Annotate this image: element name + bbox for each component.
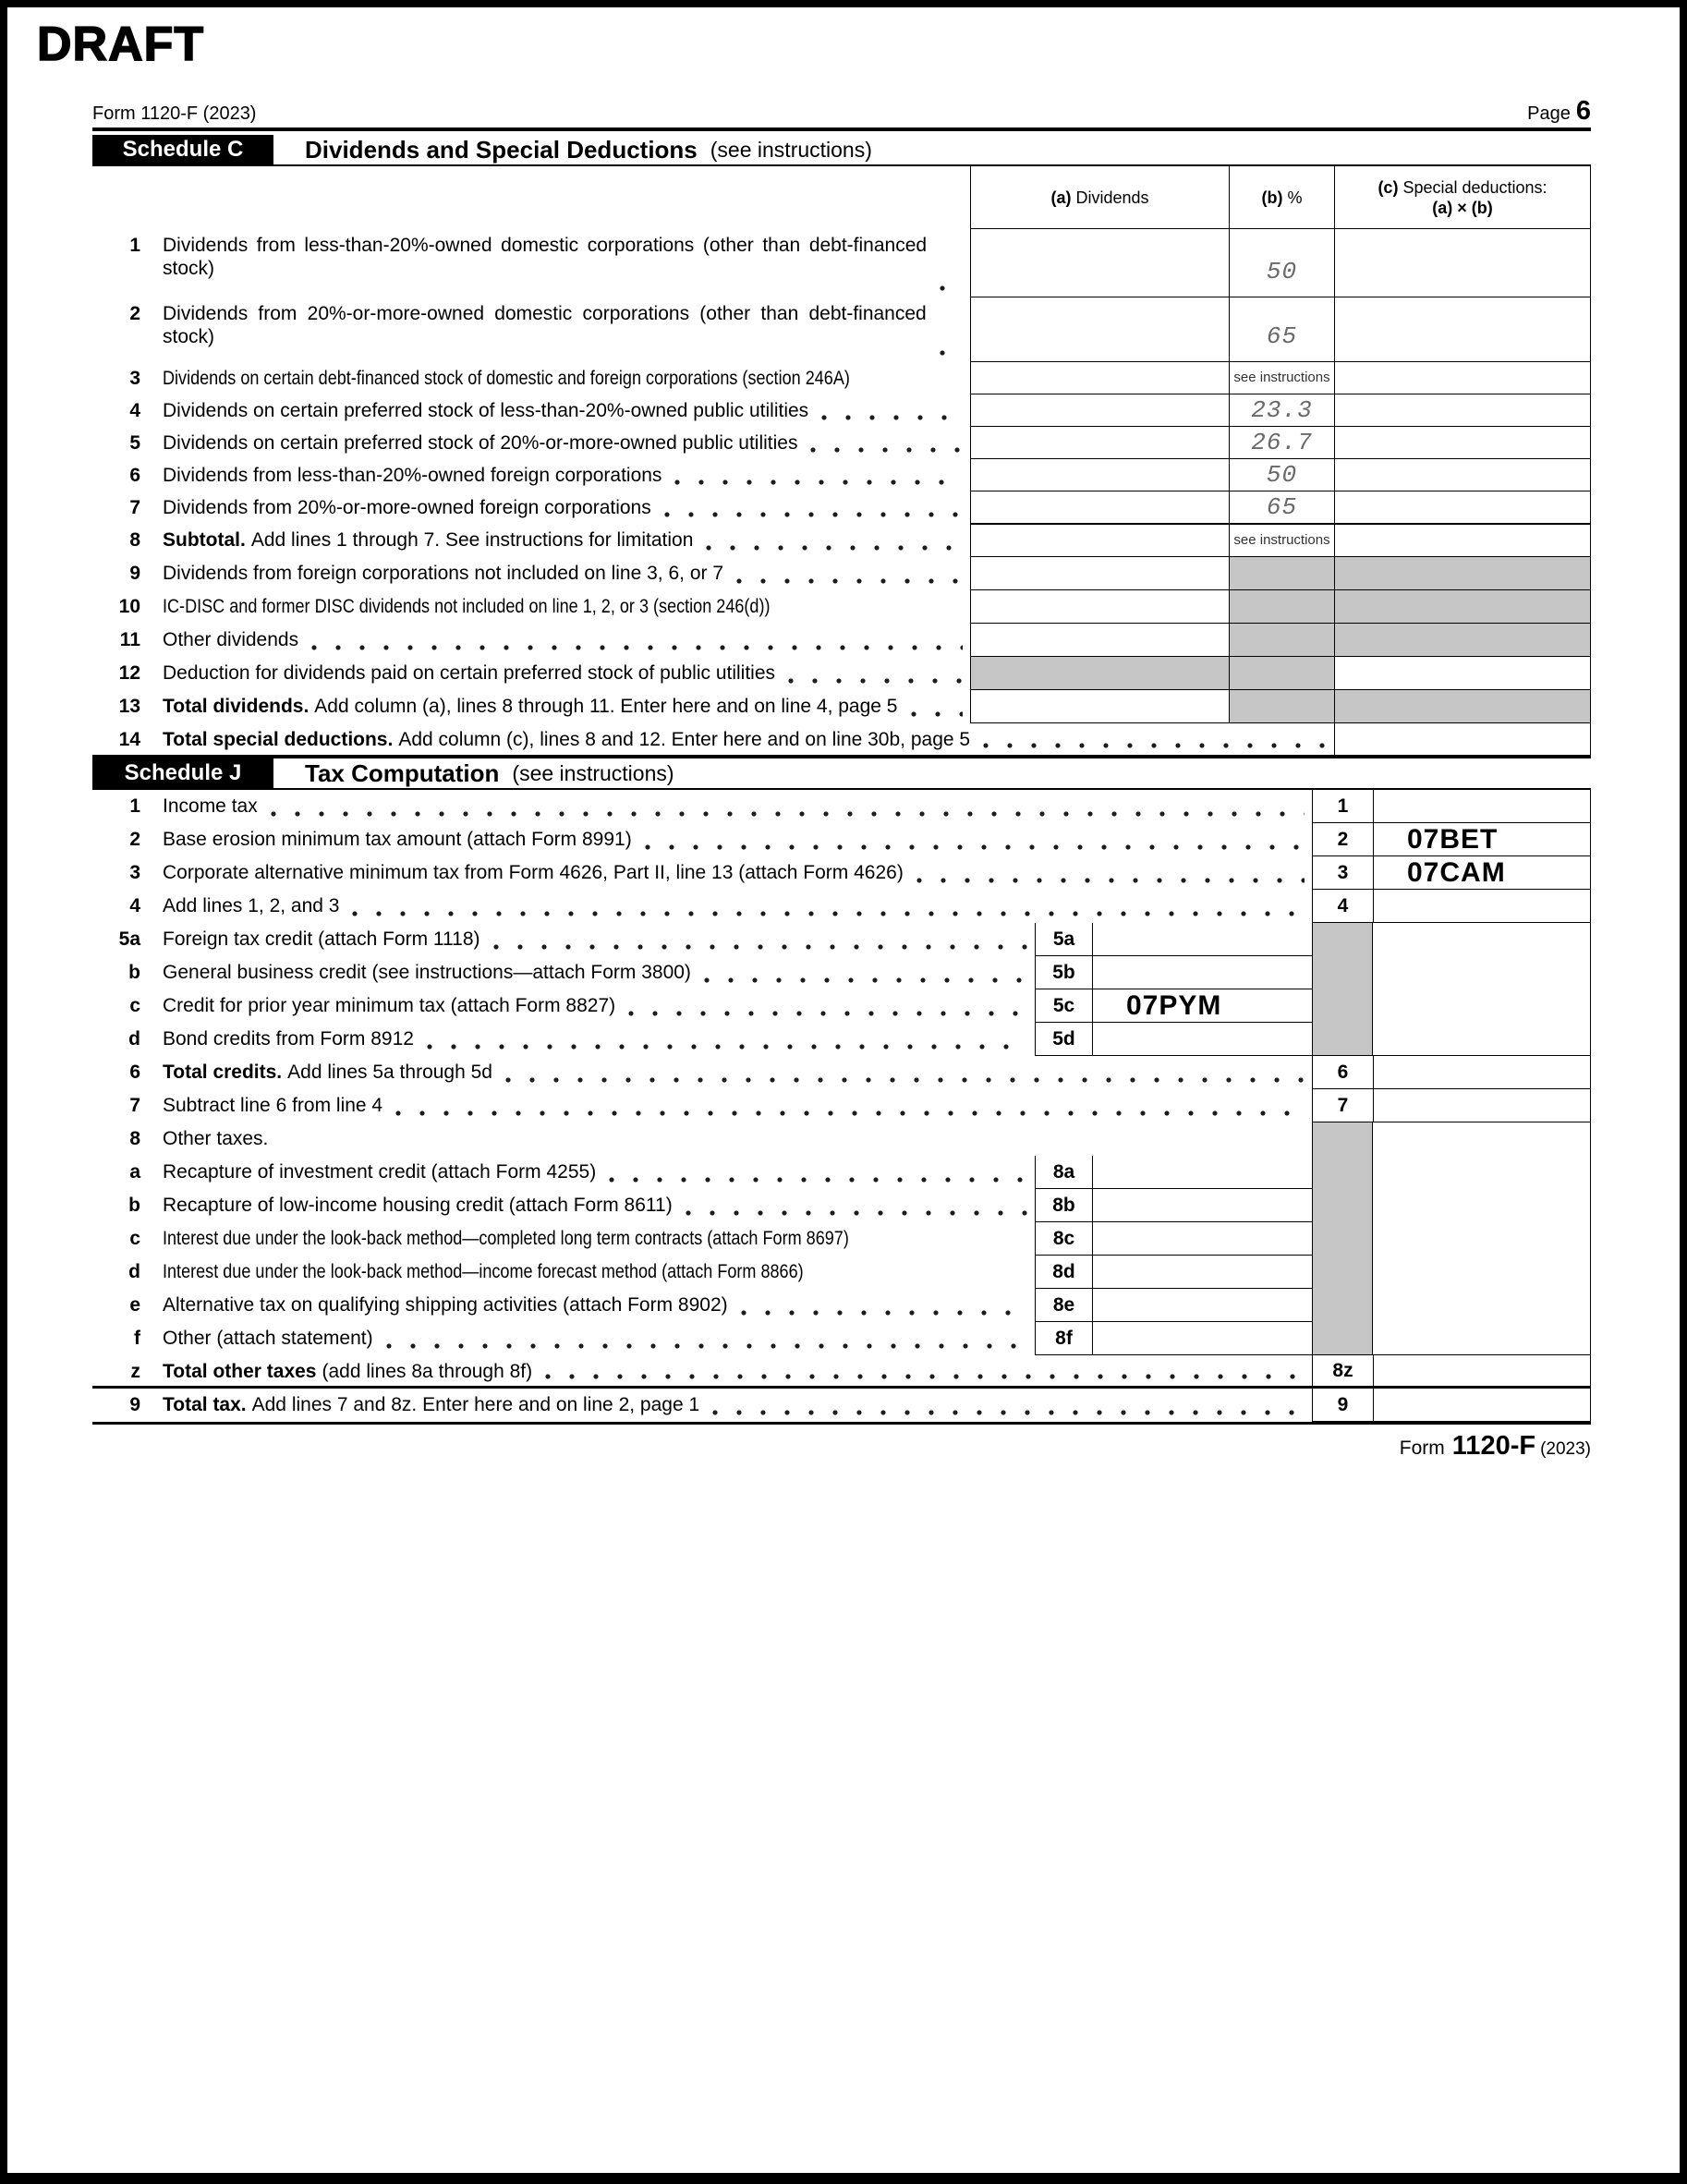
- col-header-percent: [1229, 166, 1334, 229]
- sj-row-8e: [92, 1289, 1035, 1322]
- box-number: 5c: [1052, 994, 1075, 1016]
- sc-row-14: [92, 723, 1334, 755]
- row-label: Dividends on certain preferred stock of less-than-20%-owned public utilities: [163, 400, 809, 421]
- entry-value: 07CAM: [1407, 856, 1506, 888]
- footer-form-number: 1120-F: [1451, 1431, 1536, 1461]
- sc-row-5-a-entry[interactable]: [970, 427, 1229, 459]
- box-number: 7: [1337, 1094, 1349, 1116]
- sj-row-8c: [92, 1222, 1035, 1256]
- sj-line-8d-box: [1035, 1256, 1092, 1289]
- line-number: 1: [129, 795, 140, 817]
- line-number: 1: [129, 235, 140, 256]
- dotted-leader: [940, 345, 963, 358]
- line-number: 5: [129, 432, 140, 454]
- form-content: [92, 127, 1591, 1462]
- sc-row-9-b-shaded: [1229, 557, 1334, 590]
- row-label: Dividends from 20%-or-more-owned foreign corporations: [163, 497, 651, 518]
- sc-row-2-pct: [1229, 297, 1334, 362]
- sj-lines-5-shaded-strip: [1312, 923, 1373, 1056]
- pct-value: see instructions: [1233, 370, 1330, 385]
- sj-line-5d-box: [1035, 1023, 1092, 1056]
- sj-line-8e-entry[interactable]: [1092, 1289, 1312, 1322]
- sj-row-4: [92, 890, 1312, 923]
- row-label-rest: Add lines 7 and 8z. Enter here and on line 2, page 1: [251, 1394, 700, 1415]
- sj-row-8a: [92, 1156, 1035, 1189]
- sj-line-5a-box: [1035, 923, 1092, 956]
- sc-row-1-a-entry[interactable]: [970, 229, 1229, 297]
- sj-line-5a-entry[interactable]: [1092, 923, 1312, 956]
- dotted-leader: [706, 540, 963, 552]
- sc-row-3-c-entry[interactable]: [1334, 362, 1591, 394]
- schedule-j-bottom-rule: [92, 1422, 1591, 1425]
- col-c-label: Special deductions:: [1402, 177, 1547, 197]
- row-label: Recapture of low-income housing credit (attach Form 8611): [163, 1195, 673, 1216]
- col-header-spacer: [92, 166, 970, 229]
- line-number: 11: [119, 629, 140, 650]
- sj-line-5b-entry[interactable]: [1092, 956, 1312, 989]
- line-number: c: [129, 1228, 140, 1249]
- line-number: 2: [129, 303, 140, 324]
- row-label: IC-DISC and former DISC dividends not included on line 1, 2, or 3 (section 246(d)): [163, 596, 771, 617]
- sj-line-8z-entry[interactable]: [1373, 1355, 1591, 1389]
- row-label: Credit for prior year minimum tax (attach Form 8827): [163, 995, 616, 1016]
- box-number: 8z: [1332, 1359, 1353, 1381]
- dotted-leader: [545, 1368, 1305, 1381]
- sc-row-11-b-shaded: [1229, 624, 1334, 657]
- box-number: 8e: [1052, 1293, 1075, 1316]
- sc-row-13-c-shaded: [1334, 690, 1591, 723]
- footer-form-year: (2023): [1540, 1439, 1591, 1459]
- line-number: 6: [129, 465, 140, 486]
- sc-row-12-a-shaded: [970, 657, 1229, 690]
- sj-line-8f-box: [1035, 1322, 1092, 1355]
- row-label: Other dividends: [163, 629, 299, 650]
- sc-row-11-a-entry[interactable]: [970, 624, 1229, 657]
- sc-row-12-b-shaded: [1229, 657, 1334, 690]
- sj-line-4-box: [1312, 890, 1373, 923]
- line-number: 7: [129, 497, 140, 518]
- sc-row-6: [92, 459, 970, 491]
- sc-row-3-pct: [1229, 362, 1334, 394]
- sj-line-2-box: [1312, 823, 1373, 856]
- schedule-j-hint: (see instructions): [512, 760, 674, 785]
- row-label: Other (attach statement): [163, 1328, 373, 1349]
- sj-line-8z-box: [1312, 1355, 1373, 1389]
- line-number: 4: [129, 400, 140, 421]
- line-number: 8: [129, 529, 140, 551]
- line-number: z: [130, 1361, 140, 1382]
- line-number: d: [128, 1028, 140, 1050]
- box-number: 8c: [1052, 1227, 1075, 1249]
- sj-line-1-box: [1312, 790, 1373, 823]
- row-label-rest: Add column (c), lines 8 and 12. Enter here and on line 30b, page 5: [398, 729, 971, 750]
- sj-line-7-entry[interactable]: [1373, 1089, 1591, 1122]
- row-label-bold: Subtotal.: [163, 529, 246, 551]
- sj-row-1: [92, 790, 1312, 823]
- sj-row-8f: [92, 1322, 1035, 1355]
- sj-line-8b-box: [1035, 1189, 1092, 1222]
- dotted-leader: [271, 806, 1305, 819]
- pct-value: 65: [1266, 493, 1298, 521]
- sc-row-8: [92, 524, 970, 557]
- line-number: 6: [129, 1062, 140, 1083]
- line-number: 3: [129, 862, 140, 883]
- sj-line-1-entry[interactable]: [1373, 790, 1591, 823]
- sj-lines-8-shaded-strip: [1312, 1122, 1373, 1355]
- box-number: 5d: [1052, 1027, 1075, 1050]
- line-number: 4: [129, 895, 140, 916]
- box-number: 1: [1337, 795, 1349, 817]
- row-label: Interest due under the look-back method—income forecast method (attach Form 8866): [163, 1261, 804, 1282]
- pct-value: see instructions: [1233, 532, 1330, 548]
- sj-row-9: [92, 1389, 1312, 1422]
- dotted-leader: [741, 1304, 1027, 1317]
- sc-row-13: [92, 690, 970, 723]
- sj-lines-8-merged-area: [1373, 1122, 1591, 1355]
- dotted-leader: [311, 639, 963, 652]
- page-number: 6: [1575, 96, 1591, 126]
- row-label: Dividends from less-than-20%-owned domestic corporations (other than debt-financed stock): [163, 235, 928, 279]
- box-number: 6: [1337, 1061, 1349, 1083]
- sc-row-1: [92, 229, 970, 297]
- draft-watermark: DRAFT: [37, 18, 205, 71]
- row-label: Other taxes.: [163, 1128, 269, 1149]
- sj-row-8b: [92, 1189, 1035, 1222]
- sc-row-12: [92, 657, 970, 690]
- row-label: General business credit (see instructions—attach Form 3800): [163, 962, 691, 983]
- sc-row-8-c-entry[interactable]: [1334, 524, 1591, 557]
- schedule-j-header-bar: [92, 758, 1591, 790]
- sc-row-5-c-entry[interactable]: [1334, 427, 1591, 459]
- sc-row-8-a-entry[interactable]: [970, 524, 1229, 557]
- dotted-leader: [911, 706, 964, 719]
- row-label: [163, 695, 898, 718]
- row-label: [163, 1360, 532, 1383]
- sc-row-5: [92, 427, 970, 459]
- line-number: 10: [118, 596, 140, 617]
- sj-line-8d-entry[interactable]: [1092, 1256, 1312, 1289]
- row-label-bold: Total special deductions.: [163, 729, 394, 750]
- sc-row-10: [92, 590, 970, 624]
- sj-row-5b: [92, 956, 1035, 989]
- sj-line-5b-box: [1035, 956, 1092, 989]
- row-label: Dividends on certain debt-financed stock of domestic and foreign corporations (section 246A): [163, 368, 850, 389]
- sc-row-7-c-entry[interactable]: [1334, 491, 1591, 524]
- sj-line-8e-box: [1035, 1289, 1092, 1322]
- line-number: 2: [129, 829, 140, 850]
- box-number: 4: [1337, 894, 1349, 916]
- sc-row-3-a-entry[interactable]: [970, 362, 1229, 394]
- sc-row-9-a-entry[interactable]: [970, 557, 1229, 590]
- sc-row-13-a-entry[interactable]: [970, 690, 1229, 723]
- sj-row-3: [92, 856, 1312, 890]
- dotted-leader: [940, 280, 963, 293]
- pct-value: 23.3: [1251, 396, 1313, 424]
- sc-row-1-pct: [1229, 229, 1334, 297]
- sj-line-8f-entry[interactable]: [1092, 1322, 1312, 1355]
- sj-row-5d: [92, 1023, 1035, 1056]
- sc-row-10-b-shaded: [1229, 590, 1334, 624]
- box-number: 8d: [1052, 1260, 1075, 1282]
- dotted-leader: [493, 939, 1027, 952]
- row-label: [163, 1393, 699, 1416]
- row-label: Dividends from foreign corporations not included on line 3, 6, or 7: [163, 563, 724, 584]
- pct-value: 26.7: [1251, 429, 1313, 456]
- pct-value: 65: [1266, 322, 1298, 350]
- page-word: Page: [1527, 103, 1571, 124]
- row-label-rest: Add lines 5a through 5d: [287, 1062, 492, 1083]
- dotted-leader: [609, 1171, 1027, 1184]
- sj-line-9-entry[interactable]: [1373, 1389, 1591, 1422]
- sc-row-9-c-shaded: [1334, 557, 1591, 590]
- row-label: Foreign tax credit (attach Form 1118): [163, 928, 480, 950]
- sc-row-8-pct: [1229, 524, 1334, 557]
- row-label: Add lines 1, 2, and 3: [163, 895, 340, 916]
- schedule-c-table: [92, 166, 1591, 755]
- row-label: [163, 528, 693, 552]
- line-number: 9: [129, 1394, 140, 1415]
- line-number: 14: [118, 729, 140, 750]
- sj-row-8: [92, 1122, 1312, 1156]
- row-label: Alternative tax on qualifying shipping activities (attach Form 8902): [163, 1294, 728, 1316]
- box-number: 8b: [1052, 1194, 1075, 1216]
- box-number: 5b: [1052, 961, 1075, 983]
- dotted-leader: [386, 1338, 1027, 1351]
- sj-row-6: [92, 1056, 1312, 1089]
- row-label: Interest due under the look-back method—completed long term contracts (attach Form 8697): [163, 1228, 849, 1249]
- dotted-leader: [505, 1072, 1305, 1085]
- row-label: Dividends from less-than-20%-owned foreign corporations: [163, 465, 662, 486]
- dotted-leader: [983, 737, 1327, 750]
- dotted-leader: [395, 1105, 1305, 1118]
- box-number: 9: [1337, 1393, 1349, 1415]
- schedule-j-title: Tax Computation: [305, 758, 500, 787]
- row-label: Bond credits from Form 8912: [163, 1028, 414, 1050]
- row-label-rest: (add lines 8a through 8f): [322, 1361, 533, 1382]
- dotted-leader: [916, 872, 1305, 885]
- sc-row-6-a-entry[interactable]: [970, 459, 1229, 491]
- footer-form-word: Form: [1399, 1438, 1445, 1459]
- schedule-c-hint: (see instructions): [710, 137, 872, 162]
- sc-row-2-a-entry[interactable]: [970, 297, 1229, 362]
- sc-row-3: [92, 362, 970, 394]
- sj-row-7: [92, 1089, 1312, 1122]
- pct-value: 50: [1266, 258, 1298, 285]
- sj-line-5d-entry[interactable]: [1092, 1023, 1312, 1056]
- sc-row-6-c-entry[interactable]: [1334, 459, 1591, 491]
- line-number: a: [129, 1161, 140, 1183]
- box-number: 3: [1337, 861, 1349, 883]
- sc-row-4-pct: [1229, 394, 1334, 427]
- sc-row-10-a-entry[interactable]: [970, 590, 1229, 624]
- entry-value: 07BET: [1407, 823, 1499, 855]
- schedule-c-badge: Schedule C: [92, 135, 273, 164]
- col-a-label: Dividends: [1075, 188, 1149, 207]
- schedule-j-badge: Schedule J: [92, 758, 273, 788]
- col-header-special-deductions: [1334, 166, 1591, 229]
- schedule-c-title: Dividends and Special Deductions: [305, 135, 698, 164]
- sj-line-6-box: [1312, 1056, 1373, 1089]
- sj-line-6-entry[interactable]: [1373, 1056, 1591, 1089]
- row-label: [163, 728, 970, 751]
- page-number-label: [1527, 96, 1591, 127]
- col-b-label: %: [1287, 188, 1303, 207]
- sc-row-1-c-entry[interactable]: [1334, 229, 1591, 297]
- line-number: c: [129, 995, 140, 1016]
- row-label: Deduction for dividends paid on certain preferred stock of public utilities: [163, 662, 776, 684]
- sc-row-4-c-entry[interactable]: [1334, 394, 1591, 427]
- sc-row-5-pct: [1229, 427, 1334, 459]
- sc-row-9: [92, 557, 970, 590]
- sj-line-3-box: [1312, 856, 1373, 890]
- line-number: 9: [129, 563, 140, 584]
- col-header-dividends: [970, 166, 1229, 229]
- row-label: Dividends from 20%-or-more-owned domestic corporations (other than debt-financed stock): [163, 303, 927, 347]
- form-id-header: Form 1120-F (2023): [92, 103, 257, 124]
- sj-line-9-box: [1312, 1389, 1373, 1422]
- row-label-rest: Add lines 1 through 7. See instructions for limitation: [250, 529, 694, 551]
- sc-row-10-c-shaded: [1334, 590, 1591, 624]
- row-label-bold: Total dividends.: [163, 696, 309, 717]
- box-number: 5a: [1052, 928, 1075, 950]
- line-number: 8: [129, 1128, 140, 1149]
- row-label: Corporate alternative minimum tax from Form 4626, Part II, line 13 (attach Form 4626): [163, 862, 904, 883]
- box-number: 8f: [1055, 1327, 1073, 1349]
- sj-line-8a-box: [1035, 1156, 1092, 1189]
- dotted-leader: [427, 1038, 1027, 1051]
- dotted-leader: [645, 839, 1305, 852]
- line-number: 12: [118, 662, 140, 684]
- line-number: f: [134, 1328, 140, 1349]
- box-number: 8a: [1052, 1160, 1075, 1183]
- dotted-leader: [712, 1404, 1305, 1417]
- sc-row-4-a-entry[interactable]: [970, 394, 1229, 427]
- sc-row-11-c-shaded: [1334, 624, 1591, 657]
- row-label: Subtract line 6 from line 4: [163, 1095, 383, 1116]
- line-number: 5a: [118, 928, 140, 950]
- dotted-leader: [674, 474, 963, 487]
- sc-row-6-pct: [1229, 459, 1334, 491]
- sc-row-13-b-shaded: [1229, 690, 1334, 723]
- sj-line-8c-entry[interactable]: [1092, 1222, 1312, 1256]
- row-label: Base erosion minimum tax amount (attach Form 8991): [163, 829, 632, 850]
- dotted-leader: [628, 1005, 1027, 1018]
- page-footer: [92, 1431, 1591, 1462]
- header-divider: [92, 127, 1591, 131]
- sj-line-8c-box: [1035, 1222, 1092, 1256]
- row-label-bold: Total credits.: [163, 1062, 283, 1083]
- row-label-bold: Total tax.: [163, 1394, 247, 1415]
- sc-row-4: [92, 394, 970, 427]
- dotted-leader: [704, 972, 1027, 985]
- sj-line-7-box: [1312, 1089, 1373, 1122]
- sj-lines-5-merged-area: [1373, 923, 1591, 1056]
- col-b-tag: (b): [1261, 188, 1283, 207]
- line-number: d: [128, 1261, 140, 1282]
- dotted-leader: [788, 673, 963, 686]
- entry-value: 07PYM: [1126, 989, 1222, 1021]
- row-label: [163, 1061, 492, 1084]
- row-label-rest: Add column (a), lines 8 through 11. Enter here and on line 4, page 5: [314, 696, 898, 717]
- sc-row-12-c-entry[interactable]: [1334, 657, 1591, 690]
- page-header: [92, 96, 1591, 127]
- line-number: b: [128, 962, 140, 983]
- sj-line-8b-entry[interactable]: [1092, 1189, 1312, 1222]
- col-c-tag: (c): [1378, 177, 1399, 197]
- sj-line-3-entry[interactable]: [1373, 856, 1591, 890]
- dotted-leader: [821, 409, 963, 422]
- sc-row-2-c-entry[interactable]: [1334, 297, 1591, 362]
- dotted-leader: [352, 905, 1305, 918]
- sj-row-5a: [92, 923, 1035, 956]
- sj-line-4-entry[interactable]: [1373, 890, 1591, 923]
- row-label: Recapture of investment credit (attach Form 4255): [163, 1161, 597, 1183]
- sj-line-8a-entry[interactable]: [1092, 1156, 1312, 1189]
- dotted-leader: [686, 1205, 1027, 1218]
- row-label: Income tax: [163, 795, 258, 817]
- line-number: e: [129, 1294, 140, 1316]
- row-label-bold: Total other taxes: [163, 1361, 317, 1382]
- sj-row-5c: [92, 989, 1035, 1023]
- line-number: b: [128, 1195, 140, 1216]
- sc-row-7: [92, 491, 970, 524]
- line-number: 7: [129, 1095, 140, 1116]
- row-label: Dividends on certain preferred stock of 20%-or-more-owned public utilities: [163, 432, 798, 454]
- sj-row-8z: [92, 1355, 1312, 1389]
- sc-row-7-pct: [1229, 491, 1334, 524]
- sc-row-2: [92, 297, 970, 362]
- sc-row-11: [92, 624, 970, 657]
- dotted-leader: [736, 573, 963, 586]
- col-a-tag: (a): [1050, 188, 1072, 207]
- dotted-leader: [810, 442, 963, 455]
- sc-row-7-a-entry[interactable]: [970, 491, 1229, 524]
- sc-row-14-c-entry[interactable]: [1334, 723, 1591, 755]
- pct-value: 50: [1266, 461, 1298, 489]
- sj-line-5c-entry[interactable]: [1092, 989, 1312, 1023]
- sj-line-5c-box: [1035, 989, 1092, 1023]
- line-number: 13: [118, 696, 140, 717]
- col-c-formula: (a) × (b): [1432, 198, 1493, 217]
- sj-row-2: [92, 823, 1312, 856]
- sj-row-8d: [92, 1256, 1035, 1289]
- dotted-leader: [664, 506, 963, 519]
- sj-line-2-entry[interactable]: [1373, 823, 1591, 856]
- box-number: 2: [1337, 828, 1349, 850]
- schedule-c-header-bar: [92, 135, 1591, 166]
- line-number: 3: [129, 368, 140, 389]
- schedule-j-table: [92, 790, 1591, 1422]
